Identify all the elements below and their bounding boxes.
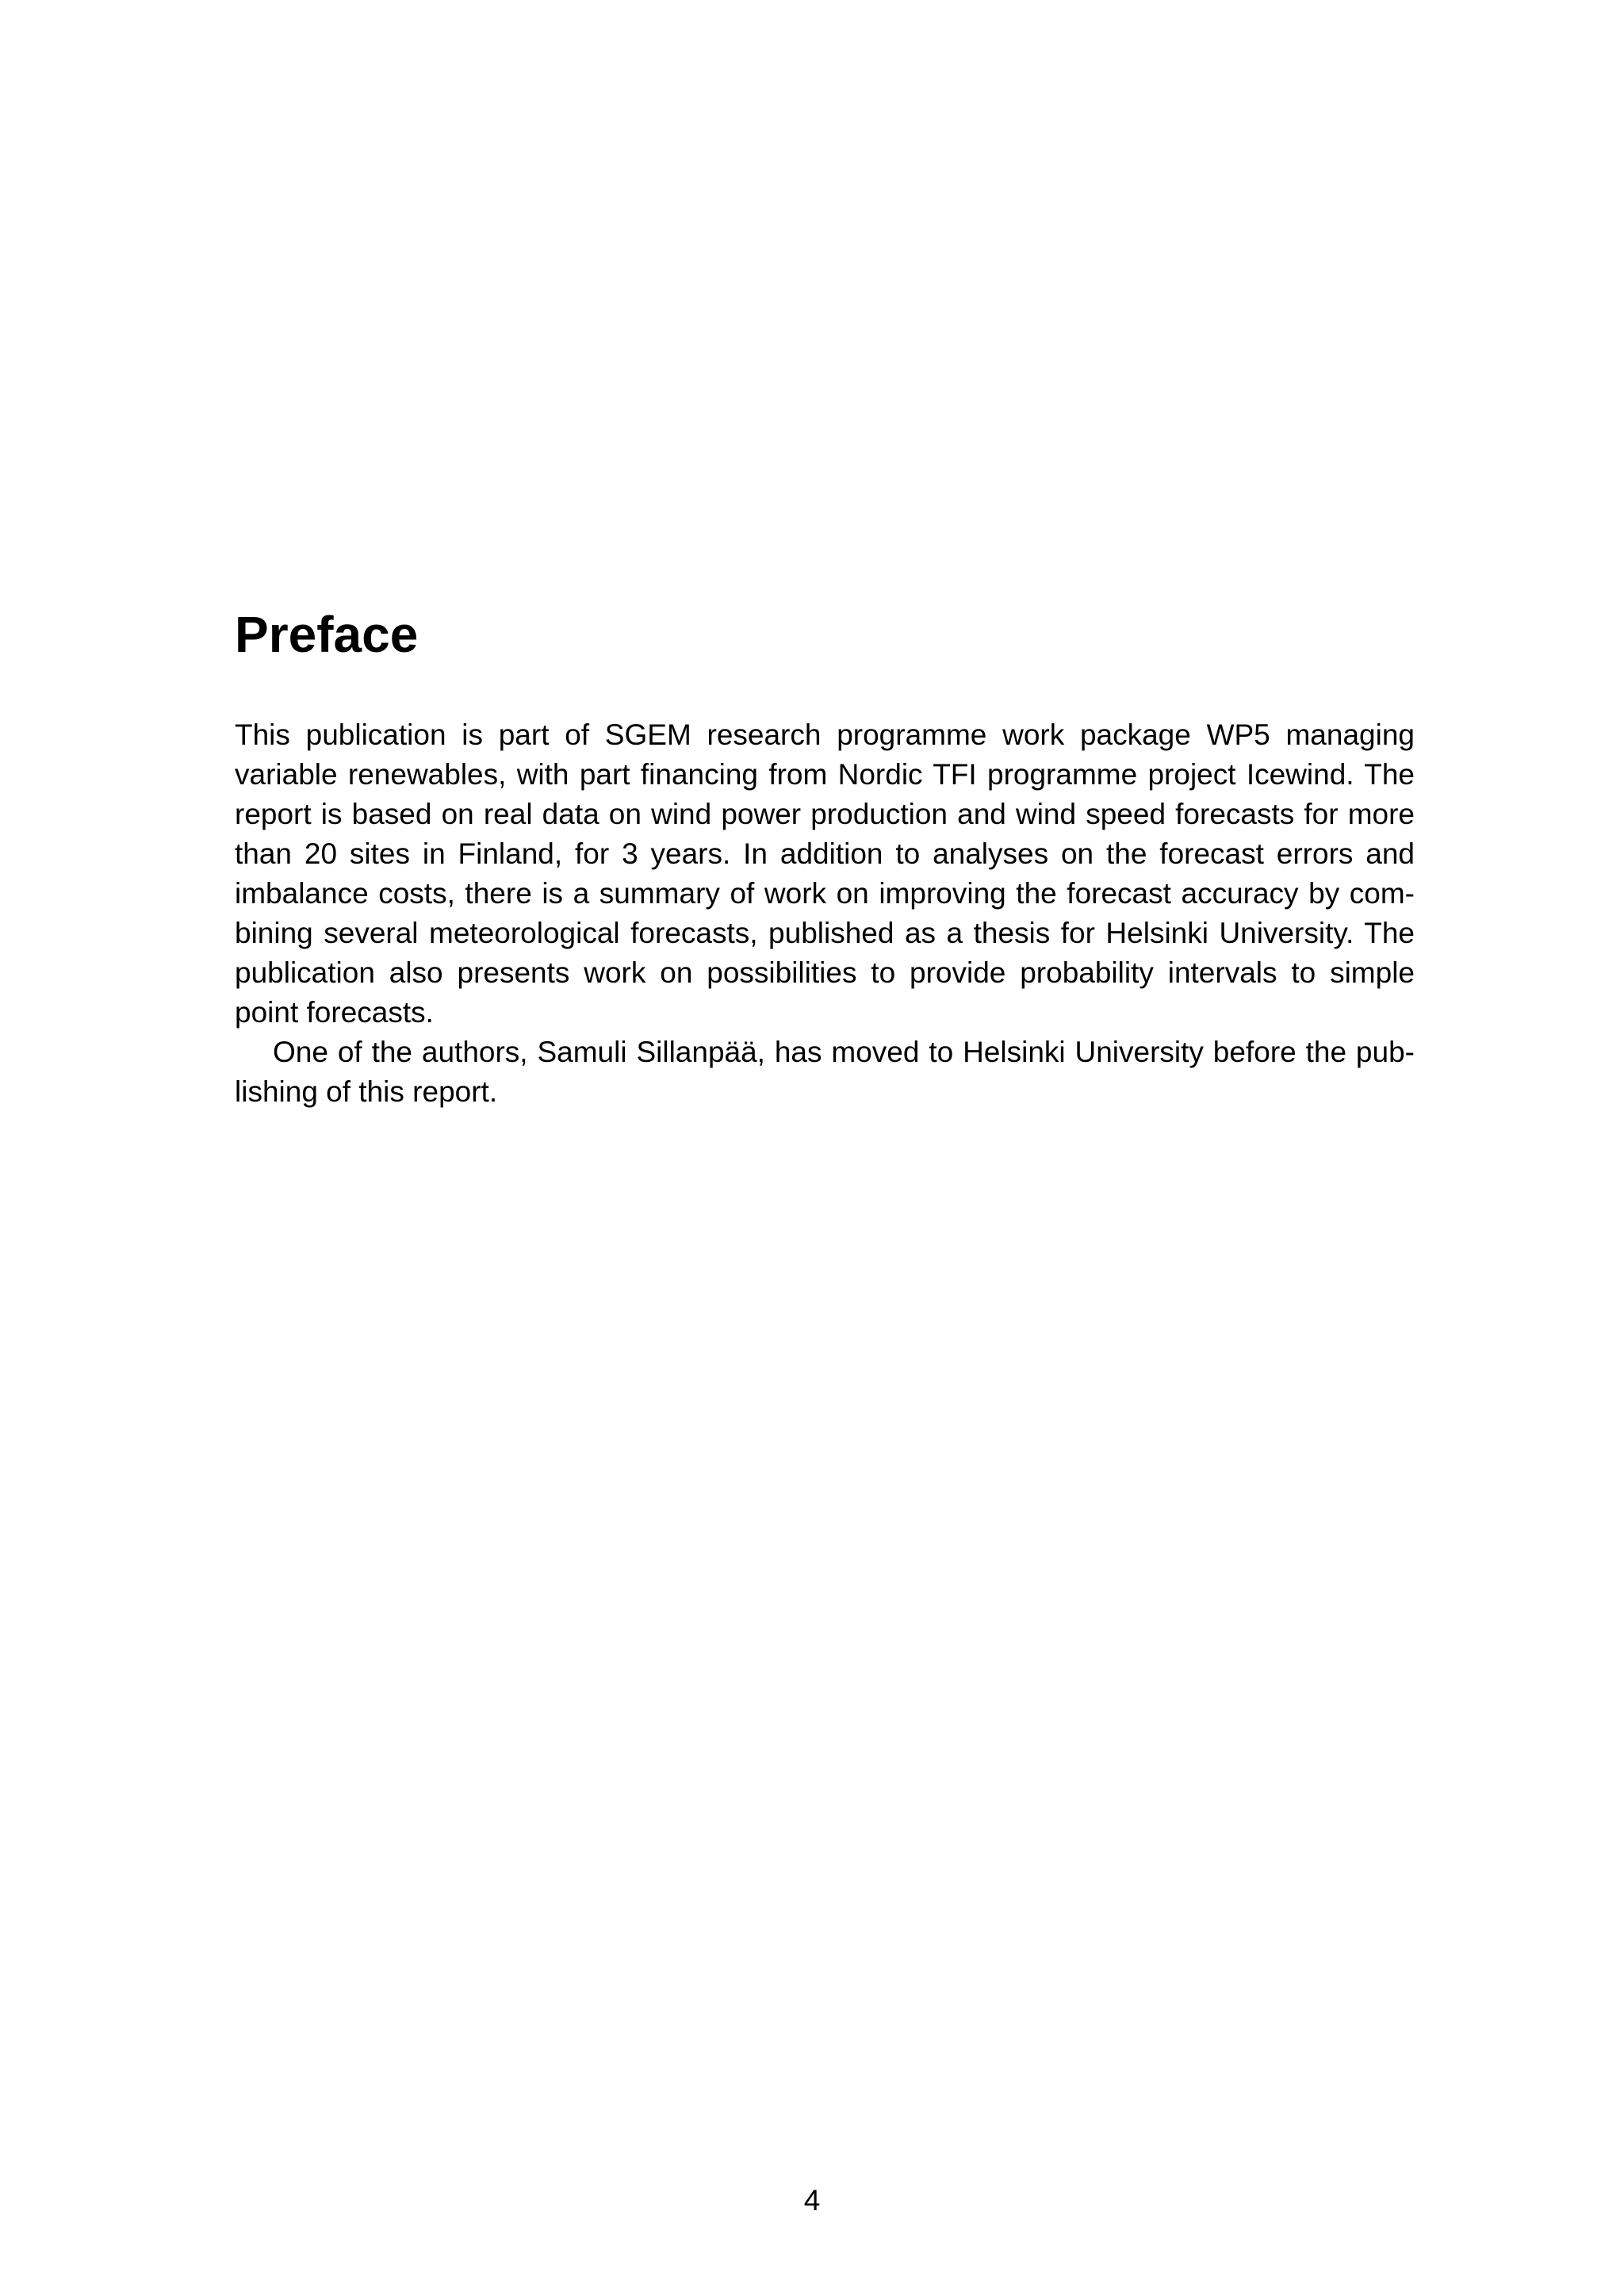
body-paragraph-1: This publication is part of SGEM research programme work package WP5 managing variable renewables, with part financing from Nordic TFI programme project Icewind. The report is based on real data on wind power production and wind speed forecasts for more than 20 sites in Finland, for 3 years. In addition to analyses on the forecast errors and imbalance costs, there is a summary of work on improving the forecast accuracy by combining several meteorological forecasts, published as a thesis for Helsinki University. The publication also presents work on possibilities to provide probability intervals to simple point forecasts. xyxy=(235,718,1415,1029)
body-paragraph-2: One of the authors, Samuli Sillanpää, has moved to Helsinki University before the publishing of this report. xyxy=(235,1036,1415,1108)
page-number: 4 xyxy=(803,2184,821,2217)
page-title: Preface xyxy=(235,606,419,663)
page-content xyxy=(235,603,1415,1112)
